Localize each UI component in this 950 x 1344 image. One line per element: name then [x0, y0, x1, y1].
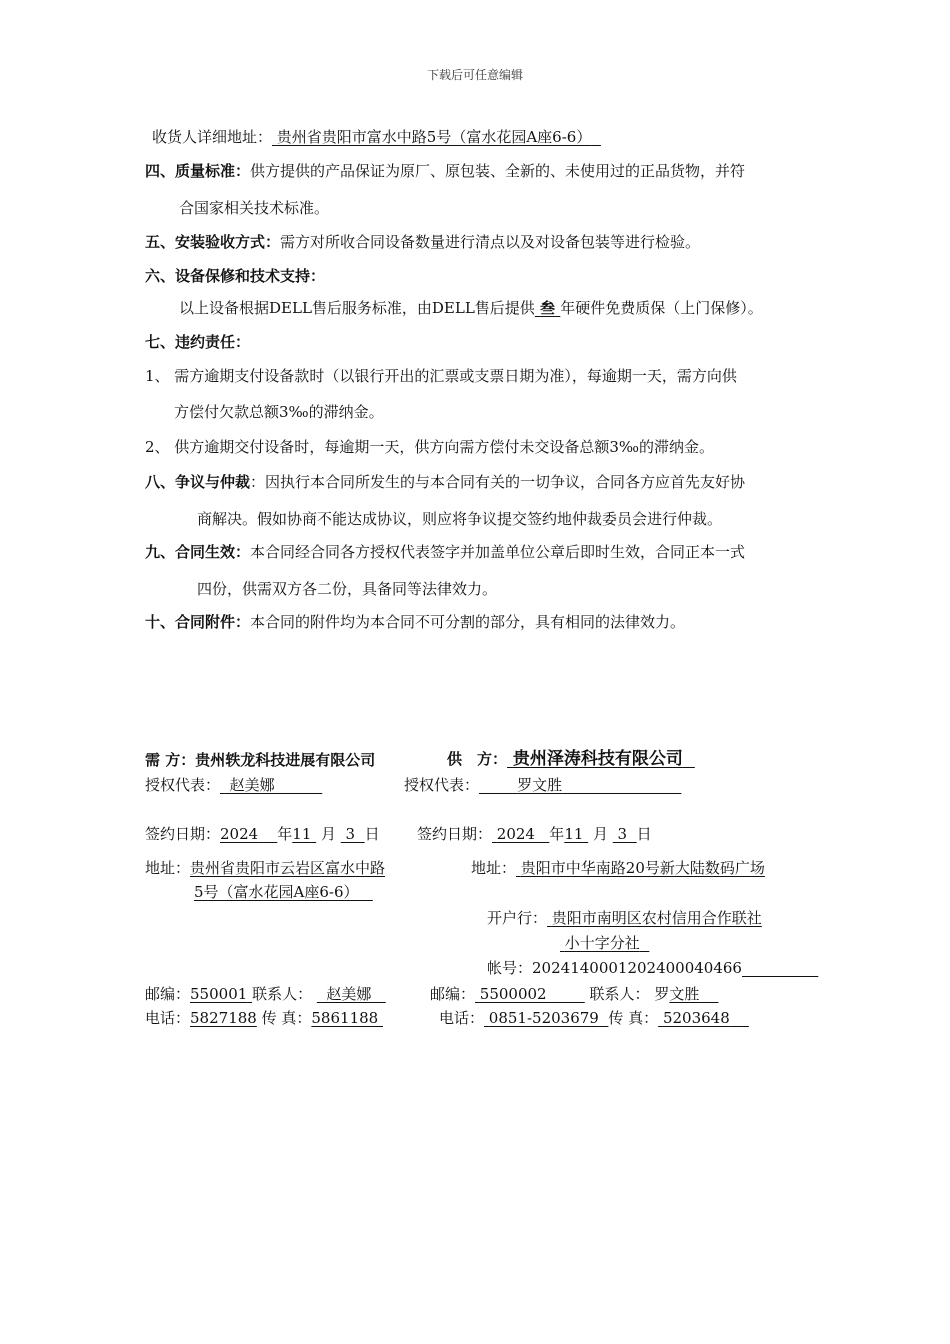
buyer-contact: 赵美娜 — [321, 985, 372, 1003]
seller-zip: 5500002 — [479, 985, 547, 1003]
seller-date-line: 签约日期： 2024 年11 月 3 日 — [417, 825, 652, 843]
section-4-title: 四、质量标准： — [145, 162, 251, 180]
section-10-title: 十、合同附件： — [145, 613, 251, 631]
buyer-name: 需 方：贵州轶龙科技进展有限公司 — [145, 751, 376, 769]
delivery-address-value: 贵州省贵阳市富水中路5号（富水花园A座6-6） — [276, 128, 592, 146]
buyer-zip-line: 邮编：550001 联系人： 赵美娜 — [145, 984, 386, 1004]
buyer-address-line-2 — [194, 882, 373, 902]
section-9-title: 九、合同生效： — [145, 543, 251, 561]
buyer-fax: 5861188 — [311, 1009, 379, 1027]
seller-contact: 罗文胜 — [654, 985, 700, 1003]
seller-rep: 罗文胜 — [517, 776, 563, 794]
section-5-text: 需方对所收合同设备数量进行清点以及对设备包装等进行检验。 — [280, 233, 701, 251]
seller-label: 供 方： — [447, 750, 508, 768]
seller-address-line: 地址： 贵阳市中华南路20号新大陆数码广场 — [471, 859, 765, 877]
section-4-line-1 — [145, 161, 745, 181]
seller-bank-line-1: 开户行： 贵阳市南明区农村信用合作联社 — [487, 909, 762, 927]
seller-bank-1: 贵阳市南明区农村信用合作联社 — [551, 909, 762, 927]
seller-bank-2: 小十字分社 — [564, 934, 640, 952]
section-4-text-1: 供方提供的产品保证为原厂、原包装、全新的、未使用过的正品货物，并符 — [250, 162, 746, 180]
seller-address: 贵阳市中华南路20号新大陆数码广场 — [520, 859, 765, 877]
delivery-address-label: 收货人详细地址： — [152, 128, 273, 146]
section-7-item-1b: 方偿付欠款总额3‰的滞纳金。 — [174, 403, 384, 421]
buyer-year: 2024 — [220, 825, 259, 843]
section-8-line-1 — [145, 472, 745, 492]
section-9-line-1 — [145, 542, 745, 562]
section-10-text: 本合同的附件均为本合同不可分割的部分，具有相同的法律效力。 — [250, 613, 686, 631]
buyer-address-2: 5号（富水花园A座6-6） — [194, 883, 359, 901]
buyer-month: 11 — [292, 825, 312, 843]
seller-account-line: 帐号：20241400012024000404​66 — [487, 959, 742, 977]
buyer-tel: 5827188 — [190, 1009, 257, 1027]
section-7-item-1a: 1、 需方逾期支付设备款时（以银行开出的汇票或支票日期为准），每逾期一天，需方向供 — [145, 367, 737, 385]
section-6-title: 六、设备保修和技术支持： — [145, 267, 326, 285]
section-8-text-1: ：因执行本合同所发生的与本合同有关的一切争议，合同各方应首先友好协 — [250, 473, 746, 491]
page-header: 下载后可任意编辑 — [426, 68, 523, 82]
section-4-text-2: 合国家相关技术标准。 — [179, 199, 330, 217]
section-7-title: 七、违约责任： — [145, 333, 251, 351]
seller-bank-line-2 — [560, 933, 649, 953]
seller-name: 贵州泽涛科技有限公司 — [507, 749, 683, 769]
seller-month: 11 — [564, 825, 584, 843]
buyer-tel-line: 电话：5827188 传 真：5861188 — [145, 1008, 383, 1028]
buyer-date-line: 签约日期：2024 年11 月 3 日 — [145, 825, 380, 843]
buyer-day: 3 — [345, 825, 356, 843]
buyer-address-1: 贵州省贵阳市云岩区富水中路 — [190, 859, 386, 877]
section-5-line — [145, 232, 700, 252]
seller-fax: 5203648 — [662, 1009, 730, 1027]
buyer-rep-label: 授权代表： — [145, 776, 221, 794]
section-10-line — [145, 612, 685, 632]
section-5-title: 五、安装验收方式： — [145, 233, 281, 251]
seller-account: 20241400012024000404​66 — [532, 959, 742, 977]
seller-rep-line — [404, 775, 681, 795]
delivery-address-line — [152, 127, 601, 147]
seller-zip-line: 邮编： 5500002 联系人： 罗文胜 — [430, 984, 718, 1004]
buyer-address-line-1: 地址：贵州省贵阳市云岩区富水中路 — [145, 859, 386, 877]
seller-day: 3 — [617, 825, 628, 843]
seller-rep-label: 授权代表： — [404, 776, 480, 794]
section-7-item-2: 2、 供方逾期交付设备时，每逾期一天，供方向需方偿付未交设备总额3‰的滞纳金。 — [145, 438, 714, 456]
section-9-text-2: 四份，供需双方各二份，具备同等法律效力。 — [197, 580, 498, 598]
seller-tel: 0851-5203679 — [488, 1009, 599, 1027]
seller-year: 2024 — [496, 825, 535, 843]
section-9-text-1: 本合同经合同各方授权代表签字并加盖单位公章后即时生效，合同正本一式 — [250, 543, 746, 561]
warranty-years: 叁 — [540, 299, 556, 317]
seller-name-line — [447, 749, 695, 769]
seller-tel-line: 电话： 0851-5203679 传 真： 5203648 — [439, 1008, 749, 1028]
buyer-zip: 550001 — [190, 985, 248, 1003]
section-6-text: 以上设备根据DELL售后服务标准，由DELL售后提供 叁 年硬件免费质保（上门保修）。 — [179, 299, 763, 317]
buyer-rep: 赵美娜 — [224, 776, 275, 794]
buyer-rep-line — [145, 775, 322, 795]
section-8-text-2: 商解决。假如协商不能达成协议，则应将争议提交签约地仲裁委员会进行仲裁。 — [197, 510, 723, 528]
section-8-title: 八、争议与仲裁 — [145, 473, 251, 491]
